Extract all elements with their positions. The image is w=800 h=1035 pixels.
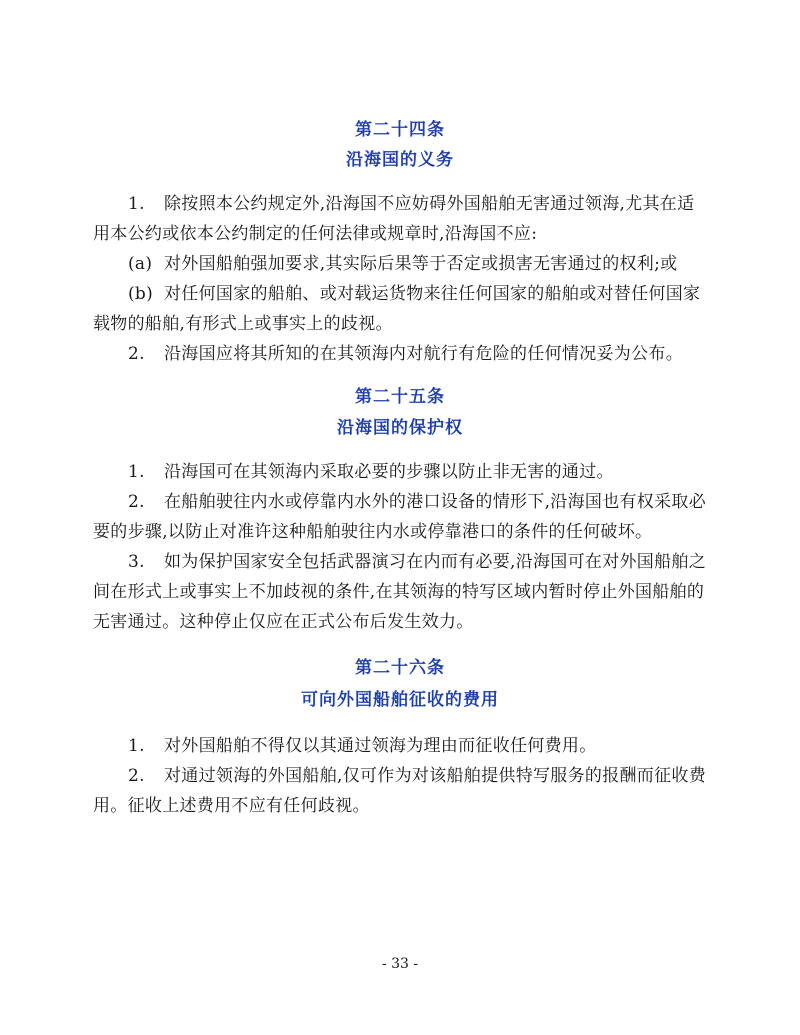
article-24-item-b-line-1	[93, 283, 700, 305]
article-24-paragraph-2	[93, 343, 683, 365]
article-25-paragraph-3-line-2: 间在形式上或事实上不加歧视的条件,在其领海的特写区域内暂时停止外国船舶的	[93, 582, 705, 602]
article-25-paragraph-3-line-3: 无害通过。这种停止仅应在正式公布后发生效力。	[93, 612, 474, 632]
article-25-paragraph-2-line-1	[93, 491, 706, 513]
paragraph-text: 对外国船舶不得仅以其通过领海为理由而征收任何费用。	[164, 736, 597, 756]
article-24-paragraph-1-line-1	[93, 193, 694, 215]
item-label: (a)	[128, 254, 153, 274]
paragraph-text: 除按照本公约规定外,沿海国不应妨碍外国船舶无害通过领海,尤其在适	[164, 194, 695, 214]
paragraph-text: 在船舶驶往内水或停靠内水外的港口设备的情形下,沿海国也有权采取必	[164, 492, 707, 512]
item-label: (b)	[128, 284, 154, 304]
article-26-paragraph-2-line-2: 用。征收上述费用不应有任何歧视。	[93, 796, 370, 816]
article-24-title: 沿海国的义务	[346, 150, 454, 170]
paragraph-number: 1.	[128, 462, 145, 482]
article-26-number: 第二十六条	[355, 658, 445, 678]
article-25-paragraph-1	[93, 461, 614, 483]
paragraph-text: 沿海国应将其所知的在其领海内对航行有危险的任何情况妥为公布。	[164, 344, 683, 364]
article-26-paragraph-2-line-1	[93, 765, 706, 787]
paragraph-text: 对通过领海的外国船舶,仅可作为对该船舶提供特写服务的报酬而征收费	[164, 766, 707, 786]
article-26-paragraph-1	[93, 735, 597, 757]
article-26-title: 可向外国船舶征收的费用	[301, 690, 499, 710]
paragraph-number: 3.	[128, 552, 145, 572]
item-text: 对外国船舶强加要求,其实际后果等于否定或损害无害通过的权利;或	[164, 254, 678, 274]
article-24-item-a	[93, 253, 677, 275]
paragraph-number: 2.	[128, 492, 145, 512]
article-24-number: 第二十四条	[355, 120, 445, 140]
paragraph-text: 如为保护国家安全包括武器演习在内而有必要,沿海国可在对外国船舶之	[164, 552, 707, 572]
item-text: 对任何国家的船舶、或对载运货物来往任何国家的船舶或对替任何国家	[164, 284, 701, 304]
article-25-title: 沿海国的保护权	[337, 418, 463, 438]
paragraph-text: 沿海国可在其领海内采取必要的步骤以防止非无害的通过。	[164, 462, 614, 482]
paragraph-number: 1.	[128, 194, 145, 214]
paragraph-number: 2.	[128, 766, 145, 786]
article-24-item-b-line-2: 载物的船舶,有形式上或事实上的歧视。	[93, 314, 393, 334]
paragraph-number: 2.	[128, 344, 145, 364]
paragraph-number: 1.	[128, 736, 145, 756]
article-25-paragraph-3-line-1	[93, 551, 706, 573]
article-24-paragraph-1-line-2: 用本公约或依本公约制定的任何法律或规章时,沿海国不应:	[93, 224, 538, 244]
article-25-paragraph-2-line-2: 要的步骤,以防止对准许这种船舶驶往内水或停靠港口的条件的任何破坏。	[93, 522, 653, 542]
article-25-number: 第二十五条	[355, 387, 445, 407]
page-number: - 33 -	[381, 956, 419, 972]
